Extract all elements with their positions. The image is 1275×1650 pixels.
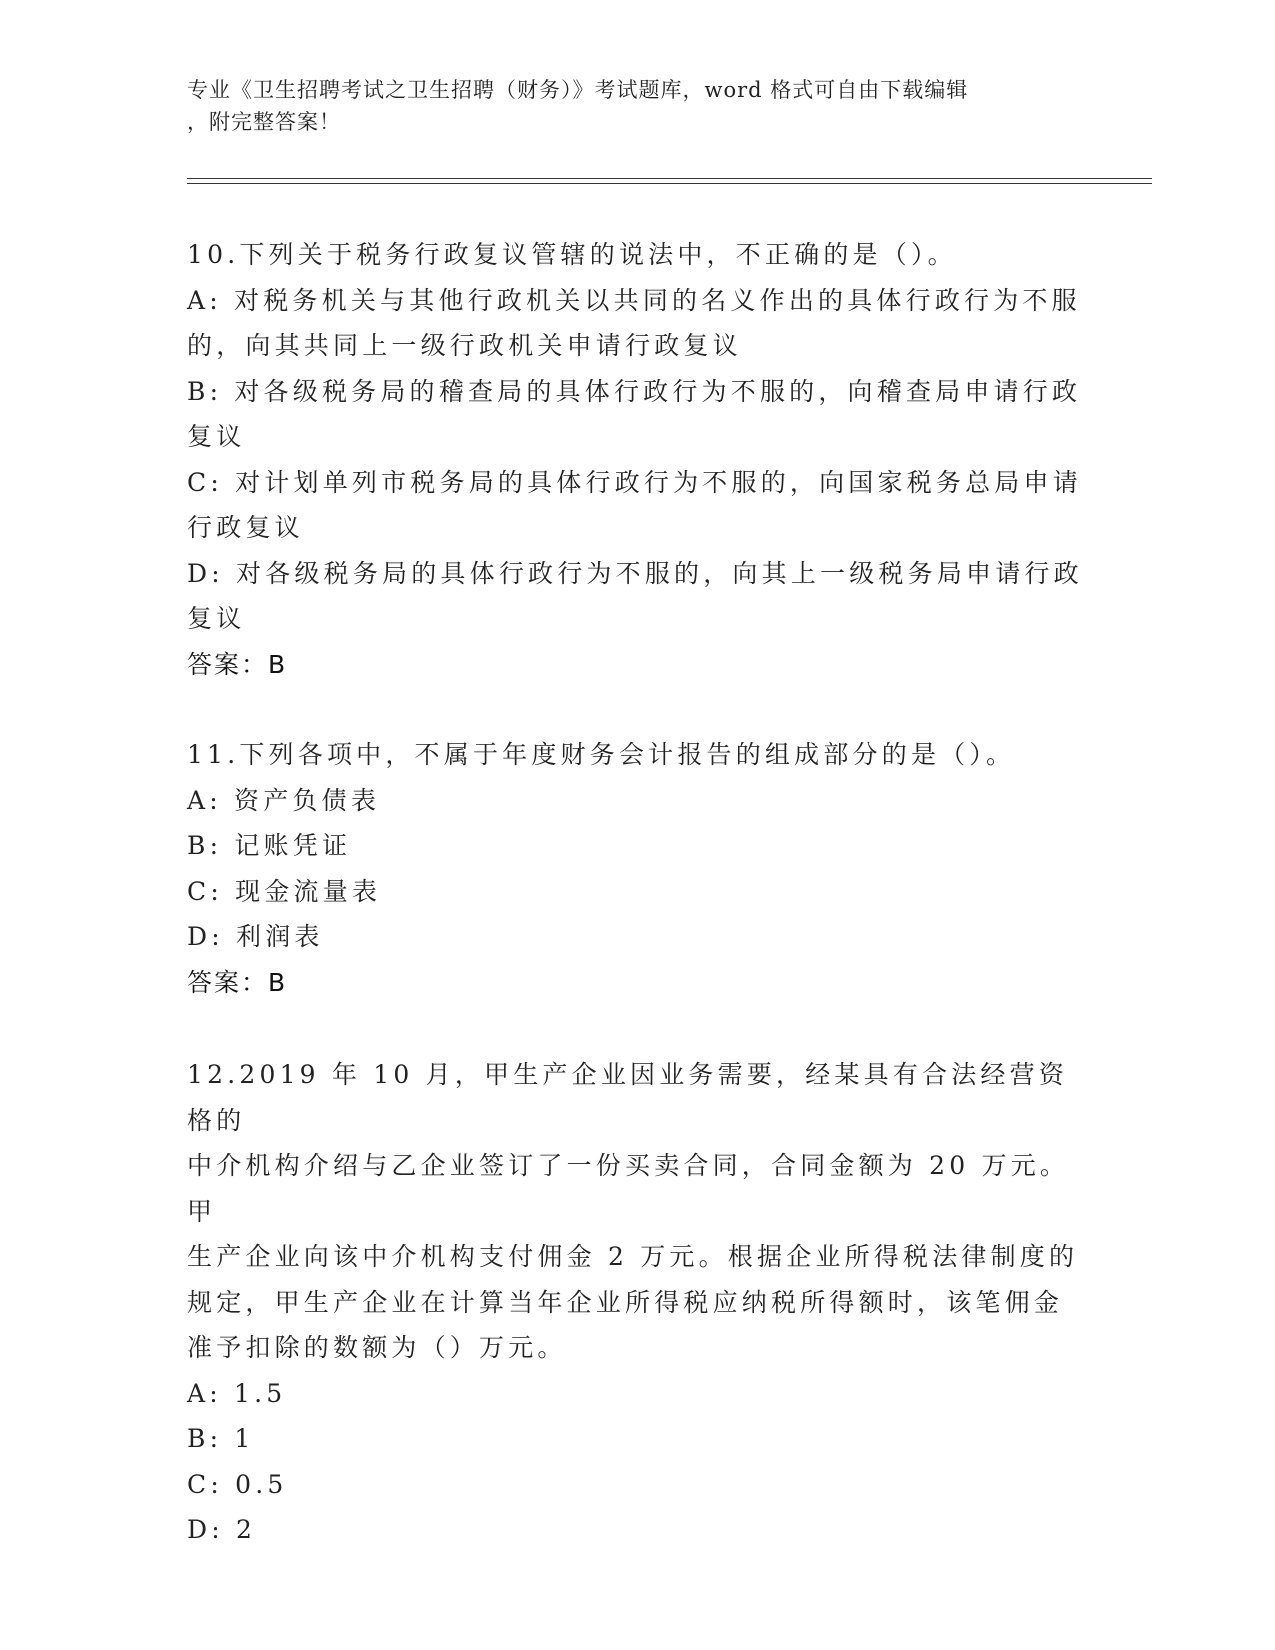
header-line-1: 专业《卫生招聘考试之卫生招聘（财务）》考试题库，word 格式可自由下载编辑 [187,78,969,102]
option-c-continued: 行政复议 [187,513,304,542]
option-d-continued: 复议 [187,604,246,633]
question-stem: 10.下列关于税务行政复议管辖的说法中，不正确的是（）。 [187,240,957,269]
option-a: A: 1.5 [187,1378,287,1408]
question-stem: 12.2019 年 10 月，甲生产企业因业务需要，经某具有合法经营资格的 [187,1060,1069,1135]
document-header [187,74,1067,138]
option-b: B: 记账凭证 [187,831,352,860]
question-stem-continued: 准予扣除的数额为（）万元。 [187,1333,567,1362]
option-d: D: 对各级税务局的具体行政行为不服的，向其上一级税务局申请行政 [187,558,1083,588]
header-divider-top [187,178,1152,179]
option-d: D: 2 [187,1515,257,1544]
question-stem-continued: 规定，甲生产企业在计算当年企业所得税应纳税所得额时，该笔佣金 [187,1287,1064,1317]
option-b: B: 1 [187,1424,255,1453]
option-c: C: 现金流量表 [187,876,382,906]
question-stem: 11.下列各项中，不属于年度财务会计报告的组成部分的是（）。 [187,740,1016,769]
option-a-continued: 的，向其共同上一级行政机关申请行政复议 [187,331,742,360]
question-11 [187,732,1087,1005]
header-line-2: ，附完整答案！ [187,110,341,134]
option-b: B: 对各级税务局的稽查局的具体行政行为不服的，向稽查局申请行政 [187,376,1082,406]
question-12 [187,1052,1087,1553]
header-divider-bottom [187,183,1152,184]
answer: 答案：B [187,649,288,679]
question-stem-continued: 生产企业向该中介机构支付佣金 2 万元。根据企业所得税法律制度的 [187,1242,1079,1271]
question-stem-continued: 中介机构介绍与乙企业签订了一份买卖合同，合同金额为 20 万元。甲 [187,1151,1070,1226]
answer: 答案：B [187,967,288,997]
option-b-continued: 复议 [187,422,246,451]
option-c: C: 0.5 [187,1469,288,1499]
question-10 [187,232,1087,687]
option-a: A: 对税务机关与其他行政机关以共同的名义作出的具体行政行为不服 [187,285,1081,315]
option-c: C: 对计划单列市税务局的具体行政行为不服的，向国家税务总局申请 [187,467,1082,497]
option-d: D: 利润表 [187,922,324,951]
option-a: A: 资产负债表 [187,785,381,815]
